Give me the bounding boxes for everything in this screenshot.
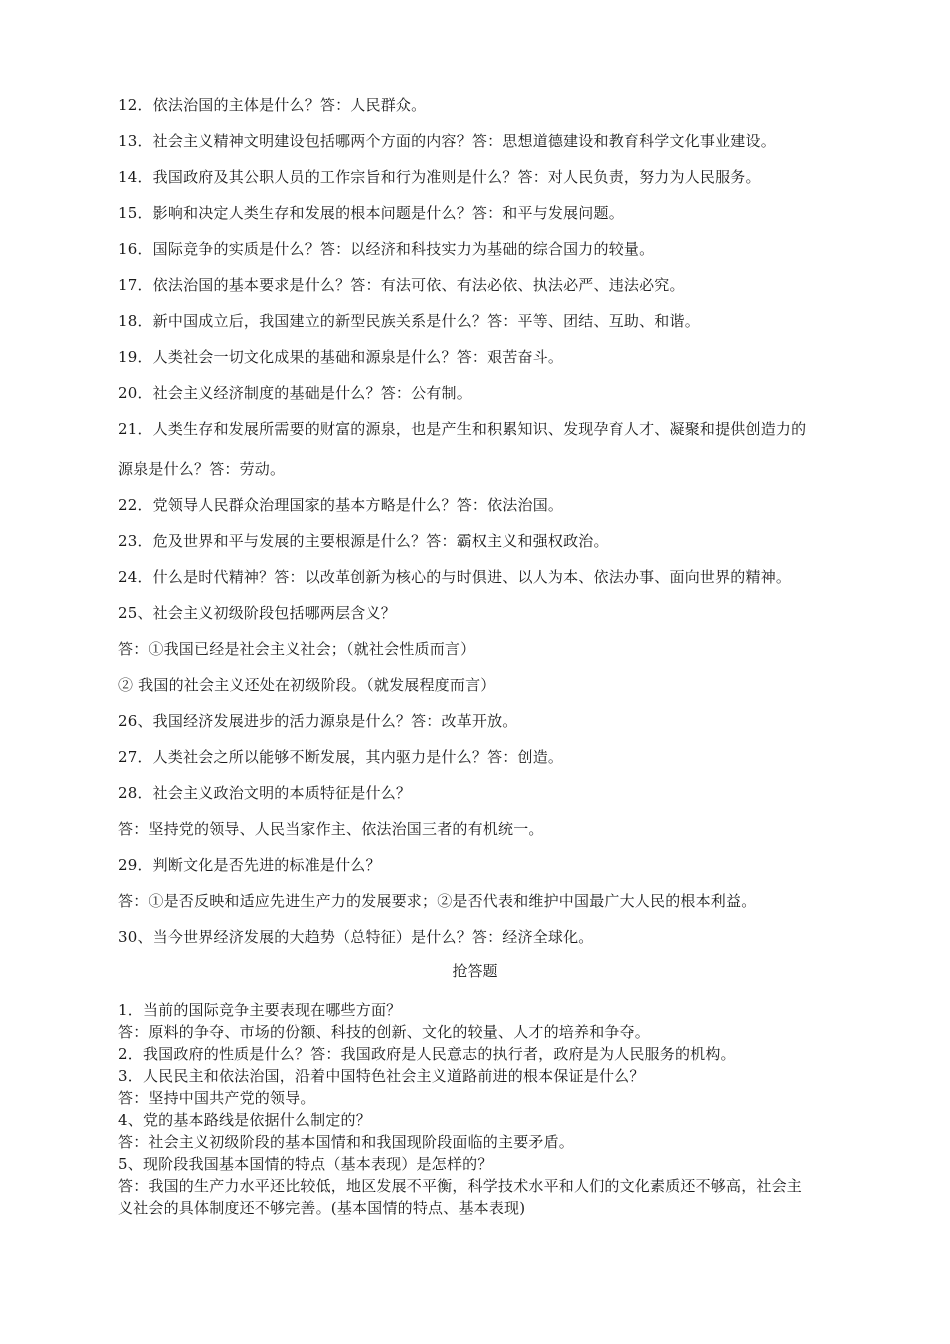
text-line: 答：①我国已经是社会主义社会；（就社会性质而言） xyxy=(118,640,476,658)
qa-list-section-1 xyxy=(118,96,898,964)
text-line: 22．党领导人民群众治理国家的基本方略是什么？答：依法治国。 xyxy=(118,496,564,514)
text-line: 24．什么是时代精神？答：以改革创新为核心的与时俱进、以人为本、依法办事、面向世界的精神。 xyxy=(118,568,792,586)
text-line: 答：我国的生产力水平还比较低，地区发展不平衡，科学技术水平和人们的文化素质还不够高，社会主 xyxy=(118,1177,803,1195)
text-line: ② 我国的社会主义还处在初级阶段。（就发展程度而言） xyxy=(118,676,496,694)
text-line: 14．我国政府及其公职人员的工作宗旨和行为准则是什么？答：对人民负责，努力为人民服务。 xyxy=(118,168,761,186)
text-line: 17．依法治国的基本要求是什么？答：有法可依、有法必依、执法必严、违法必究。 xyxy=(118,276,685,294)
text-line: 25、社会主义初级阶段包括哪两层含义？ xyxy=(118,604,396,622)
text-line: 27．人类社会之所以能够不断发展，其内驱力是什么？答：创造。 xyxy=(118,748,564,766)
text-line: 23．危及世界和平与发展的主要根源是什么？答：霸权主义和强权政治。 xyxy=(118,532,609,550)
text-line: 答：坚持中国共产党的领导。 xyxy=(118,1089,316,1107)
text-line: 答：社会主义初级阶段的基本国情和和我国现阶段面临的主要矛盾。 xyxy=(118,1133,575,1151)
qa-list-section-2 xyxy=(118,1001,898,1221)
text-line: 答：原料的争夺、市场的份额、科技的创新、文化的较量、人才的培养和争夺。 xyxy=(118,1023,651,1041)
text-line: 答：①是否反映和适应先进生产力的发展要求；②是否代表和维护中国最广大人民的根本利益。 xyxy=(118,892,757,910)
text-line: 12．依法治国的主体是什么？答：人民群众。 xyxy=(118,96,427,114)
text-line: 5、现阶段我国基本国情的特点（基本表现）是怎样的？ xyxy=(118,1155,493,1173)
text-line: 义社会的具体制度还不够完善。(基本国情的特点、基本表现) xyxy=(118,1199,526,1217)
text-line: 15．影响和决定人类生存和发展的根本问题是什么？答：和平与发展问题。 xyxy=(118,204,624,222)
text-line: 答：坚持党的领导、人民当家作主、依法治国三者的有机统一。 xyxy=(118,820,544,838)
text-line: 1．当前的国际竞争主要表现在哪些方面？ xyxy=(118,1001,402,1019)
section-heading: 抢答题 xyxy=(452,962,498,980)
text-line: 20．社会主义经济制度的基础是什么？答：公有制。 xyxy=(118,384,472,402)
text-line: 26、我国经济发展进步的活力源泉是什么？答：改革开放。 xyxy=(118,712,518,730)
text-line: 28．社会主义政治文明的本质特征是什么？ xyxy=(118,784,412,802)
text-line: 3．人民民主和依法治国，沿着中国特色社会主义道路前进的根本保证是什么？ xyxy=(118,1067,645,1085)
text-line: 21．人类生存和发展所需要的财富的源泉，也是产生和积累知识、发现孕育人才、凝聚和提供创造力的 xyxy=(118,420,807,438)
text-line: 18．新中国成立后，我国建立的新型民族关系是什么？答：平等、团结、互助、和谐。 xyxy=(118,312,700,330)
text-line: 19．人类社会一切文化成果的基础和源泉是什么？答：艰苦奋斗。 xyxy=(118,348,564,366)
text-line: 4、党的基本路线是依据什么制定的？ xyxy=(118,1111,371,1129)
text-line: 30、当今世界经济发展的大趋势（总特征）是什么？答：经济全球化。 xyxy=(118,928,594,946)
text-line: 16．国际竞争的实质是什么？答：以经济和科技实力为基础的综合国力的较量。 xyxy=(118,240,655,258)
text-line: 源泉是什么？答：劳动。 xyxy=(118,460,286,478)
text-line: 2．我国政府的性质是什么？答：我国政府是人民意志的执行者，政府是为人民服务的机构。 xyxy=(118,1045,736,1063)
text-line: 29．判断文化是否先进的标准是什么？ xyxy=(118,856,381,874)
text-line: 13．社会主义精神文明建设包括哪两个方面的内容？答：思想道德建设和教育科学文化事业建设。 xyxy=(118,132,776,150)
